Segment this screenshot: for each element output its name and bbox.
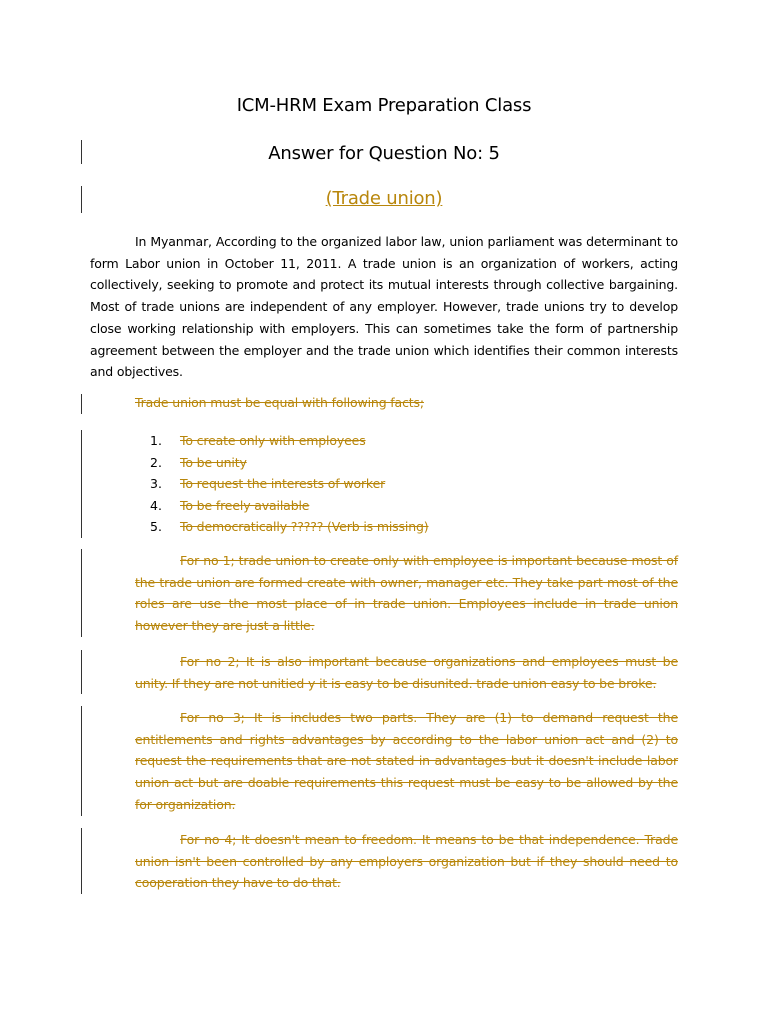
change-bar (81, 430, 82, 538)
list-item: 2. To be unity (150, 454, 247, 470)
change-bar (81, 186, 82, 213)
change-bar (81, 828, 82, 894)
change-bar (81, 394, 82, 414)
change-bar (81, 650, 82, 694)
paragraph-no2: For no 2; It is also important because organizations and employees must be unity. If they are not unitied y it is easy to be disunited. trade union easy to be broke. (135, 654, 678, 691)
paragraph-no1: For no 1; trade union to create only with employee is important because most of the trade union are formed create with owner, manager etc. They take part most of the roles are use the most place of in trade union. Employees include in trade union however they are just a little. (135, 553, 678, 634)
change-bar (81, 706, 82, 816)
facts-list (150, 430, 429, 538)
change-bar (81, 140, 82, 164)
page-title: ICM-HRM Exam Preparation Class (236, 95, 532, 116)
paragraph-no3: For no 3; It is includes two parts. They are (1) to demand request the entitlements and rights advantages by according to the labor union act and (2) to request the requirements that are not stated in advantages but it doesn't include labor union act but are doable requirements this request must be easy to be allowed by the for organization. (135, 710, 678, 812)
list-item: 1. To create only with employees (150, 433, 366, 448)
topic-heading: (Trade union) (325, 188, 443, 209)
list-item: 3. To request the interests of worker (150, 476, 386, 492)
list-item: 5. To democratically ????? (Verb is missing) (150, 519, 429, 535)
facts-heading: Trade union must be equal with following facts; (135, 395, 424, 410)
paragraph-no4: For no 4; It doesn't mean to freedom. It means to be that independence. Trade union isn't been controlled by any employers organization but if they should need to cooperation they have to do that. (135, 832, 678, 891)
question-heading: Answer for Question No: 5 (268, 143, 500, 164)
list-item: 4. To be freely available (150, 497, 310, 513)
change-bar (81, 549, 82, 637)
intro-paragraph: In Myanmar, According to the organized labor law, union parliament was determinant to form Labor union in October 11, 2011. A trade union is an organization of workers, acting collectively, seeking to promote and protect its mutual interests through collective bargaining. Most of trade unions are independent of any employer. However, trade unions try to develop close working relationship with employers. This can sometimes take the form of partnership agreement between the employer and the trade union which identifies their common interests and objectives. (90, 234, 678, 380)
